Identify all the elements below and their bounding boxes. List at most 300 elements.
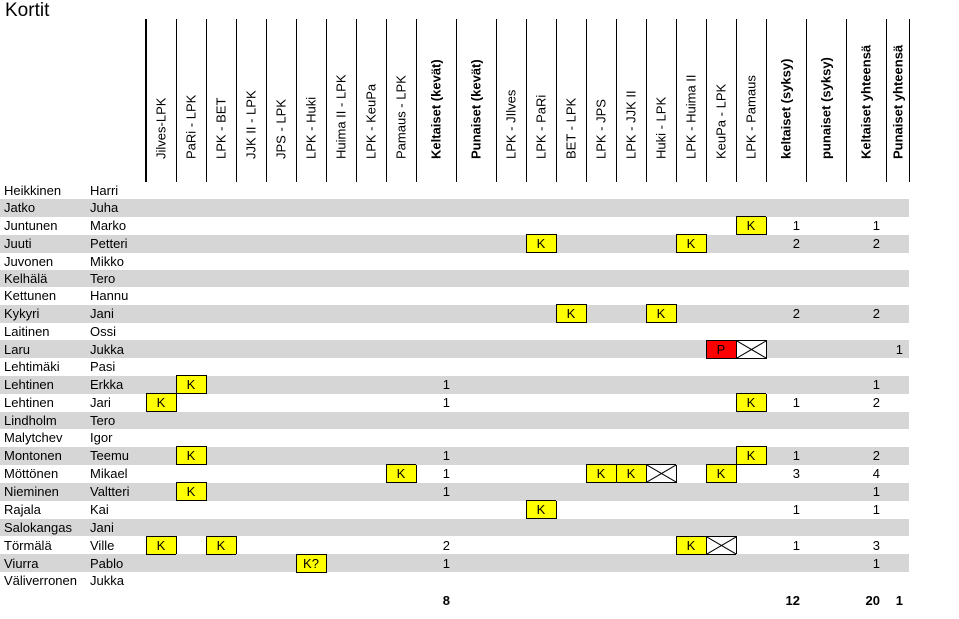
empty-cell	[886, 305, 909, 323]
empty-cell	[146, 340, 176, 358]
total-cell	[496, 590, 526, 612]
column-header	[146, 19, 176, 182]
empty-cell	[526, 340, 556, 358]
empty-cell	[416, 305, 456, 323]
empty-cell	[386, 235, 416, 253]
empty-cell	[616, 501, 646, 519]
empty-cell	[586, 235, 616, 253]
empty-cell	[326, 199, 356, 217]
empty-cell	[806, 554, 846, 572]
empty-cell	[496, 376, 526, 394]
yellow-card-cell: K	[676, 235, 706, 253]
player-first-name: Jari	[90, 395, 111, 410]
empty-cell	[356, 270, 386, 287]
empty-cell	[266, 376, 296, 394]
suspension-cross-icon	[646, 465, 676, 483]
column-header	[766, 19, 806, 182]
empty-cell	[296, 270, 326, 287]
count-cell: 1	[846, 483, 886, 501]
empty-cell	[206, 447, 236, 465]
empty-cell	[706, 572, 736, 590]
empty-cell	[266, 340, 296, 358]
count-cell: 3	[792, 466, 800, 481]
suspension-cross-icon	[706, 536, 736, 554]
empty-cell	[586, 376, 616, 394]
table-row	[0, 536, 909, 554]
empty-cell	[646, 253, 676, 271]
header-spacer-last	[0, 19, 90, 182]
empty-cell	[386, 376, 416, 394]
empty-cell	[176, 217, 206, 235]
empty-cell	[706, 501, 736, 519]
empty-cell	[176, 501, 206, 519]
empty-cell	[236, 217, 266, 235]
yellow-card-cell: K	[526, 235, 556, 253]
player-first-name: Tero	[90, 270, 146, 287]
empty-cell	[736, 572, 766, 590]
empty-cell	[556, 376, 586, 394]
table-row	[0, 199, 909, 217]
empty-cell	[616, 429, 646, 447]
empty-cell	[356, 235, 386, 253]
empty-cell	[706, 447, 736, 465]
empty-cell	[886, 394, 909, 412]
total-cell	[146, 590, 176, 612]
column-header-label: JPS - LPK	[273, 99, 289, 159]
empty-cell	[456, 429, 496, 447]
empty-cell	[706, 394, 736, 412]
empty-cell	[326, 501, 356, 519]
empty-cell	[556, 323, 586, 341]
player-last-name: Viurra	[0, 554, 90, 572]
column-header-label: Pamaus - LPK	[393, 75, 409, 159]
empty-cell	[706, 412, 736, 430]
empty-cell	[206, 483, 236, 501]
empty-cell	[496, 199, 526, 217]
column-header-label: LPK - KeuPa	[363, 83, 379, 159]
player-first-name: Igor	[90, 430, 113, 446]
empty-cell	[676, 323, 706, 341]
count-cell: 1	[442, 395, 450, 410]
column-header	[616, 19, 646, 182]
empty-cell	[356, 536, 386, 554]
yellow-card-cell: K	[386, 465, 416, 483]
empty-cell	[886, 501, 909, 519]
empty-cell	[296, 287, 326, 305]
column-header-label: Keltaiset yhteensä	[858, 44, 874, 159]
empty-cell	[206, 501, 236, 519]
yellow-card-cell: K	[586, 465, 616, 483]
empty-cell	[766, 483, 806, 501]
empty-cell	[496, 412, 526, 430]
empty-cell	[886, 429, 909, 447]
empty-cell	[736, 182, 766, 199]
empty-cell	[586, 483, 616, 501]
count-cell: 1	[416, 483, 456, 501]
empty-cell	[706, 554, 736, 572]
empty-cell	[766, 572, 806, 590]
empty-cell	[386, 554, 416, 572]
empty-cell	[266, 554, 296, 572]
empty-cell	[706, 323, 736, 341]
empty-cell	[176, 429, 206, 447]
empty-cell	[676, 501, 706, 519]
empty-cell	[616, 340, 646, 358]
empty-cell	[456, 182, 496, 199]
empty-cell	[886, 376, 909, 394]
empty-cell	[206, 519, 236, 537]
empty-cell	[146, 323, 176, 341]
column-header-label: LPK - Huki	[303, 96, 319, 159]
empty-cell	[296, 394, 326, 412]
total-cell	[296, 590, 326, 612]
empty-cell	[326, 253, 356, 271]
empty-cell	[886, 287, 909, 305]
totals-row	[0, 590, 909, 612]
empty-cell	[766, 519, 806, 537]
empty-cell	[646, 270, 676, 287]
empty-cell	[266, 253, 296, 271]
empty-cell	[556, 429, 586, 447]
empty-cell	[676, 519, 706, 537]
player-first-name: Kai	[90, 502, 109, 517]
empty-cell	[496, 270, 526, 287]
empty-cell	[646, 483, 676, 501]
empty-cell	[586, 554, 616, 572]
column-header	[676, 19, 706, 182]
empty-cell	[416, 270, 456, 287]
empty-cell	[556, 235, 586, 253]
empty-cell	[556, 358, 586, 376]
empty-cell	[586, 572, 616, 590]
empty-cell	[496, 501, 526, 519]
empty-cell	[206, 465, 236, 483]
empty-cell	[416, 412, 456, 430]
empty-cell	[706, 287, 736, 305]
column-header	[236, 19, 266, 182]
empty-cell	[646, 536, 676, 554]
empty-cell	[326, 572, 356, 590]
empty-cell	[846, 412, 886, 430]
table-row	[0, 465, 909, 483]
empty-cell	[326, 536, 356, 554]
table-row	[0, 394, 909, 412]
empty-cell	[736, 305, 766, 323]
empty-cell	[526, 182, 556, 199]
player-last-name: Törmälä	[4, 537, 52, 553]
column-header	[646, 19, 676, 182]
empty-cell	[646, 519, 676, 537]
empty-cell	[616, 519, 646, 537]
column-header	[176, 19, 206, 182]
empty-cell	[586, 519, 616, 537]
table-row	[0, 358, 909, 376]
empty-cell	[646, 235, 676, 253]
empty-cell	[236, 536, 266, 554]
empty-cell	[556, 199, 586, 217]
empty-cell	[456, 323, 496, 341]
column-header	[206, 19, 236, 182]
count-cell: 2	[766, 305, 806, 323]
player-last-name: Kelhälä	[0, 270, 90, 287]
table-row	[0, 270, 909, 287]
empty-cell	[526, 519, 556, 537]
total-cell	[356, 590, 386, 612]
player-last-name: Lehtimäki	[4, 359, 60, 375]
empty-cell	[766, 376, 806, 394]
empty-cell	[556, 217, 586, 235]
count-cell: 1	[872, 218, 880, 233]
empty-cell	[296, 340, 326, 358]
empty-cell	[646, 323, 676, 341]
empty-cell	[206, 376, 236, 394]
empty-cell	[526, 270, 556, 287]
empty-cell	[236, 376, 266, 394]
empty-cell	[736, 323, 766, 341]
empty-cell	[176, 465, 206, 483]
red-card-cell: P	[706, 340, 736, 358]
empty-cell	[176, 199, 206, 217]
empty-cell	[266, 394, 296, 412]
empty-cell	[326, 235, 356, 253]
empty-cell	[236, 501, 266, 519]
empty-cell	[146, 305, 176, 323]
empty-cell	[356, 394, 386, 412]
empty-cell	[556, 270, 586, 287]
empty-cell	[886, 358, 909, 376]
empty-cell	[496, 217, 526, 235]
empty-cell	[586, 536, 616, 554]
empty-cell	[676, 287, 706, 305]
empty-cell	[846, 287, 886, 305]
empty-cell	[176, 305, 206, 323]
empty-cell	[236, 287, 266, 305]
empty-cell	[676, 412, 706, 430]
empty-cell	[266, 536, 296, 554]
empty-cell	[416, 287, 456, 305]
player-first-name: Erkka	[90, 376, 146, 394]
empty-cell	[416, 235, 456, 253]
empty-cell	[356, 447, 386, 465]
empty-cell	[886, 235, 909, 253]
empty-cell	[236, 235, 266, 253]
empty-cell	[846, 358, 886, 376]
empty-cell	[806, 429, 846, 447]
empty-cell	[586, 305, 616, 323]
empty-cell	[416, 253, 456, 271]
empty-cell	[326, 412, 356, 430]
empty-cell	[586, 412, 616, 430]
empty-cell	[806, 412, 846, 430]
empty-cell	[296, 536, 326, 554]
player-last-name: Heikkinen	[4, 183, 62, 198]
empty-cell	[676, 358, 706, 376]
empty-cell	[266, 287, 296, 305]
empty-cell	[586, 253, 616, 271]
column-header-label: Jilves-LPK	[153, 97, 169, 159]
empty-cell	[806, 394, 846, 412]
player-last-name: Lehtinen	[4, 395, 54, 410]
empty-cell	[266, 305, 296, 323]
cards-table	[0, 19, 910, 612]
empty-cell	[846, 199, 886, 217]
empty-cell	[496, 253, 526, 271]
empty-cell	[806, 358, 846, 376]
empty-cell	[236, 429, 266, 447]
empty-cell	[386, 536, 416, 554]
empty-cell	[676, 270, 706, 287]
empty-cell	[586, 447, 616, 465]
empty-cell	[326, 519, 356, 537]
empty-cell	[176, 519, 206, 537]
empty-cell	[146, 429, 176, 447]
total-cell	[456, 590, 496, 612]
empty-cell	[456, 358, 496, 376]
empty-cell	[456, 287, 496, 305]
empty-cell	[806, 501, 846, 519]
column-header-label: Huki - LPK	[653, 96, 669, 159]
empty-cell	[296, 305, 326, 323]
count-cell: 1	[416, 447, 456, 465]
empty-cell	[706, 358, 736, 376]
player-last-name: Salokangas	[0, 519, 90, 537]
empty-cell	[386, 253, 416, 271]
yellow-card-cell: K	[146, 394, 176, 412]
empty-cell	[456, 253, 496, 271]
yellow-card-cell: K	[736, 394, 766, 412]
empty-cell	[456, 305, 496, 323]
empty-cell	[886, 536, 909, 554]
empty-cell	[386, 519, 416, 537]
empty-cell	[236, 358, 266, 376]
column-header	[886, 19, 909, 182]
empty-cell	[176, 358, 206, 376]
total-cell	[176, 590, 206, 612]
empty-cell	[236, 305, 266, 323]
empty-cell	[176, 235, 206, 253]
empty-cell	[356, 429, 386, 447]
empty-cell	[236, 572, 266, 590]
empty-cell	[526, 323, 556, 341]
column-header	[586, 19, 616, 182]
empty-cell	[616, 394, 646, 412]
total-cell	[326, 590, 356, 612]
empty-cell	[586, 270, 616, 287]
empty-cell	[676, 305, 706, 323]
empty-cell	[556, 501, 586, 519]
empty-cell	[616, 483, 646, 501]
empty-cell	[416, 572, 456, 590]
empty-cell	[736, 235, 766, 253]
empty-cell	[236, 519, 266, 537]
table-row	[0, 519, 909, 537]
empty-cell	[456, 447, 496, 465]
empty-cell	[146, 358, 176, 376]
empty-cell	[526, 554, 556, 572]
yellow-card-cell: K	[206, 536, 236, 554]
empty-cell	[146, 519, 176, 537]
total-cell	[646, 590, 676, 612]
table-row	[0, 376, 909, 394]
column-header-label: BET - LPK	[563, 97, 579, 159]
count-cell: 1	[416, 554, 456, 572]
table-row	[0, 235, 909, 253]
total-cell	[736, 590, 766, 612]
yellow-card-cell: K	[676, 536, 706, 554]
empty-cell	[586, 323, 616, 341]
empty-cell	[266, 465, 296, 483]
empty-cell	[646, 287, 676, 305]
empty-cell	[736, 519, 766, 537]
empty-cell	[146, 253, 176, 271]
empty-cell	[736, 429, 766, 447]
empty-cell	[296, 483, 326, 501]
player-last-name: Juuti	[0, 235, 90, 253]
empty-cell	[356, 199, 386, 217]
empty-cell	[296, 501, 326, 519]
player-first-name: Marko	[90, 218, 127, 233]
empty-cell	[146, 554, 176, 572]
empty-cell	[176, 287, 206, 305]
yellow-card-cell: K?	[296, 554, 326, 572]
empty-cell	[456, 376, 496, 394]
empty-cell	[456, 554, 496, 572]
empty-cell	[586, 217, 616, 235]
empty-cell	[616, 358, 646, 376]
empty-cell	[296, 358, 326, 376]
empty-cell	[206, 412, 236, 430]
count-cell: 2	[846, 305, 886, 323]
empty-cell	[556, 412, 586, 430]
player-first-name: Petteri	[90, 235, 146, 253]
empty-cell	[736, 536, 766, 554]
empty-cell	[526, 394, 556, 412]
count-cell: 2	[846, 447, 886, 465]
empty-cell	[236, 270, 266, 287]
empty-cell	[806, 519, 846, 537]
empty-cell	[616, 376, 646, 394]
empty-cell	[326, 394, 356, 412]
empty-cell	[266, 572, 296, 590]
total-cell: 20	[865, 593, 880, 608]
empty-cell	[456, 394, 496, 412]
column-header	[386, 19, 416, 182]
empty-cell	[806, 447, 846, 465]
empty-cell	[556, 182, 586, 199]
empty-cell	[616, 217, 646, 235]
empty-cell	[236, 447, 266, 465]
empty-cell	[706, 253, 736, 271]
empty-cell	[646, 412, 676, 430]
empty-cell	[386, 182, 416, 199]
empty-cell	[356, 465, 386, 483]
empty-cell	[736, 199, 766, 217]
empty-cell	[236, 483, 266, 501]
empty-cell	[736, 501, 766, 519]
empty-cell	[386, 483, 416, 501]
empty-cell	[616, 572, 646, 590]
total-cell	[266, 590, 296, 612]
empty-cell	[296, 412, 326, 430]
player-first-name: Pasi	[90, 359, 116, 375]
player-last-name: Jatko	[0, 199, 90, 217]
empty-cell	[766, 182, 806, 199]
empty-cell	[706, 519, 736, 537]
empty-cell	[846, 182, 886, 199]
count-cell: 1	[792, 537, 800, 553]
empty-cell	[586, 501, 616, 519]
empty-cell	[236, 465, 266, 483]
